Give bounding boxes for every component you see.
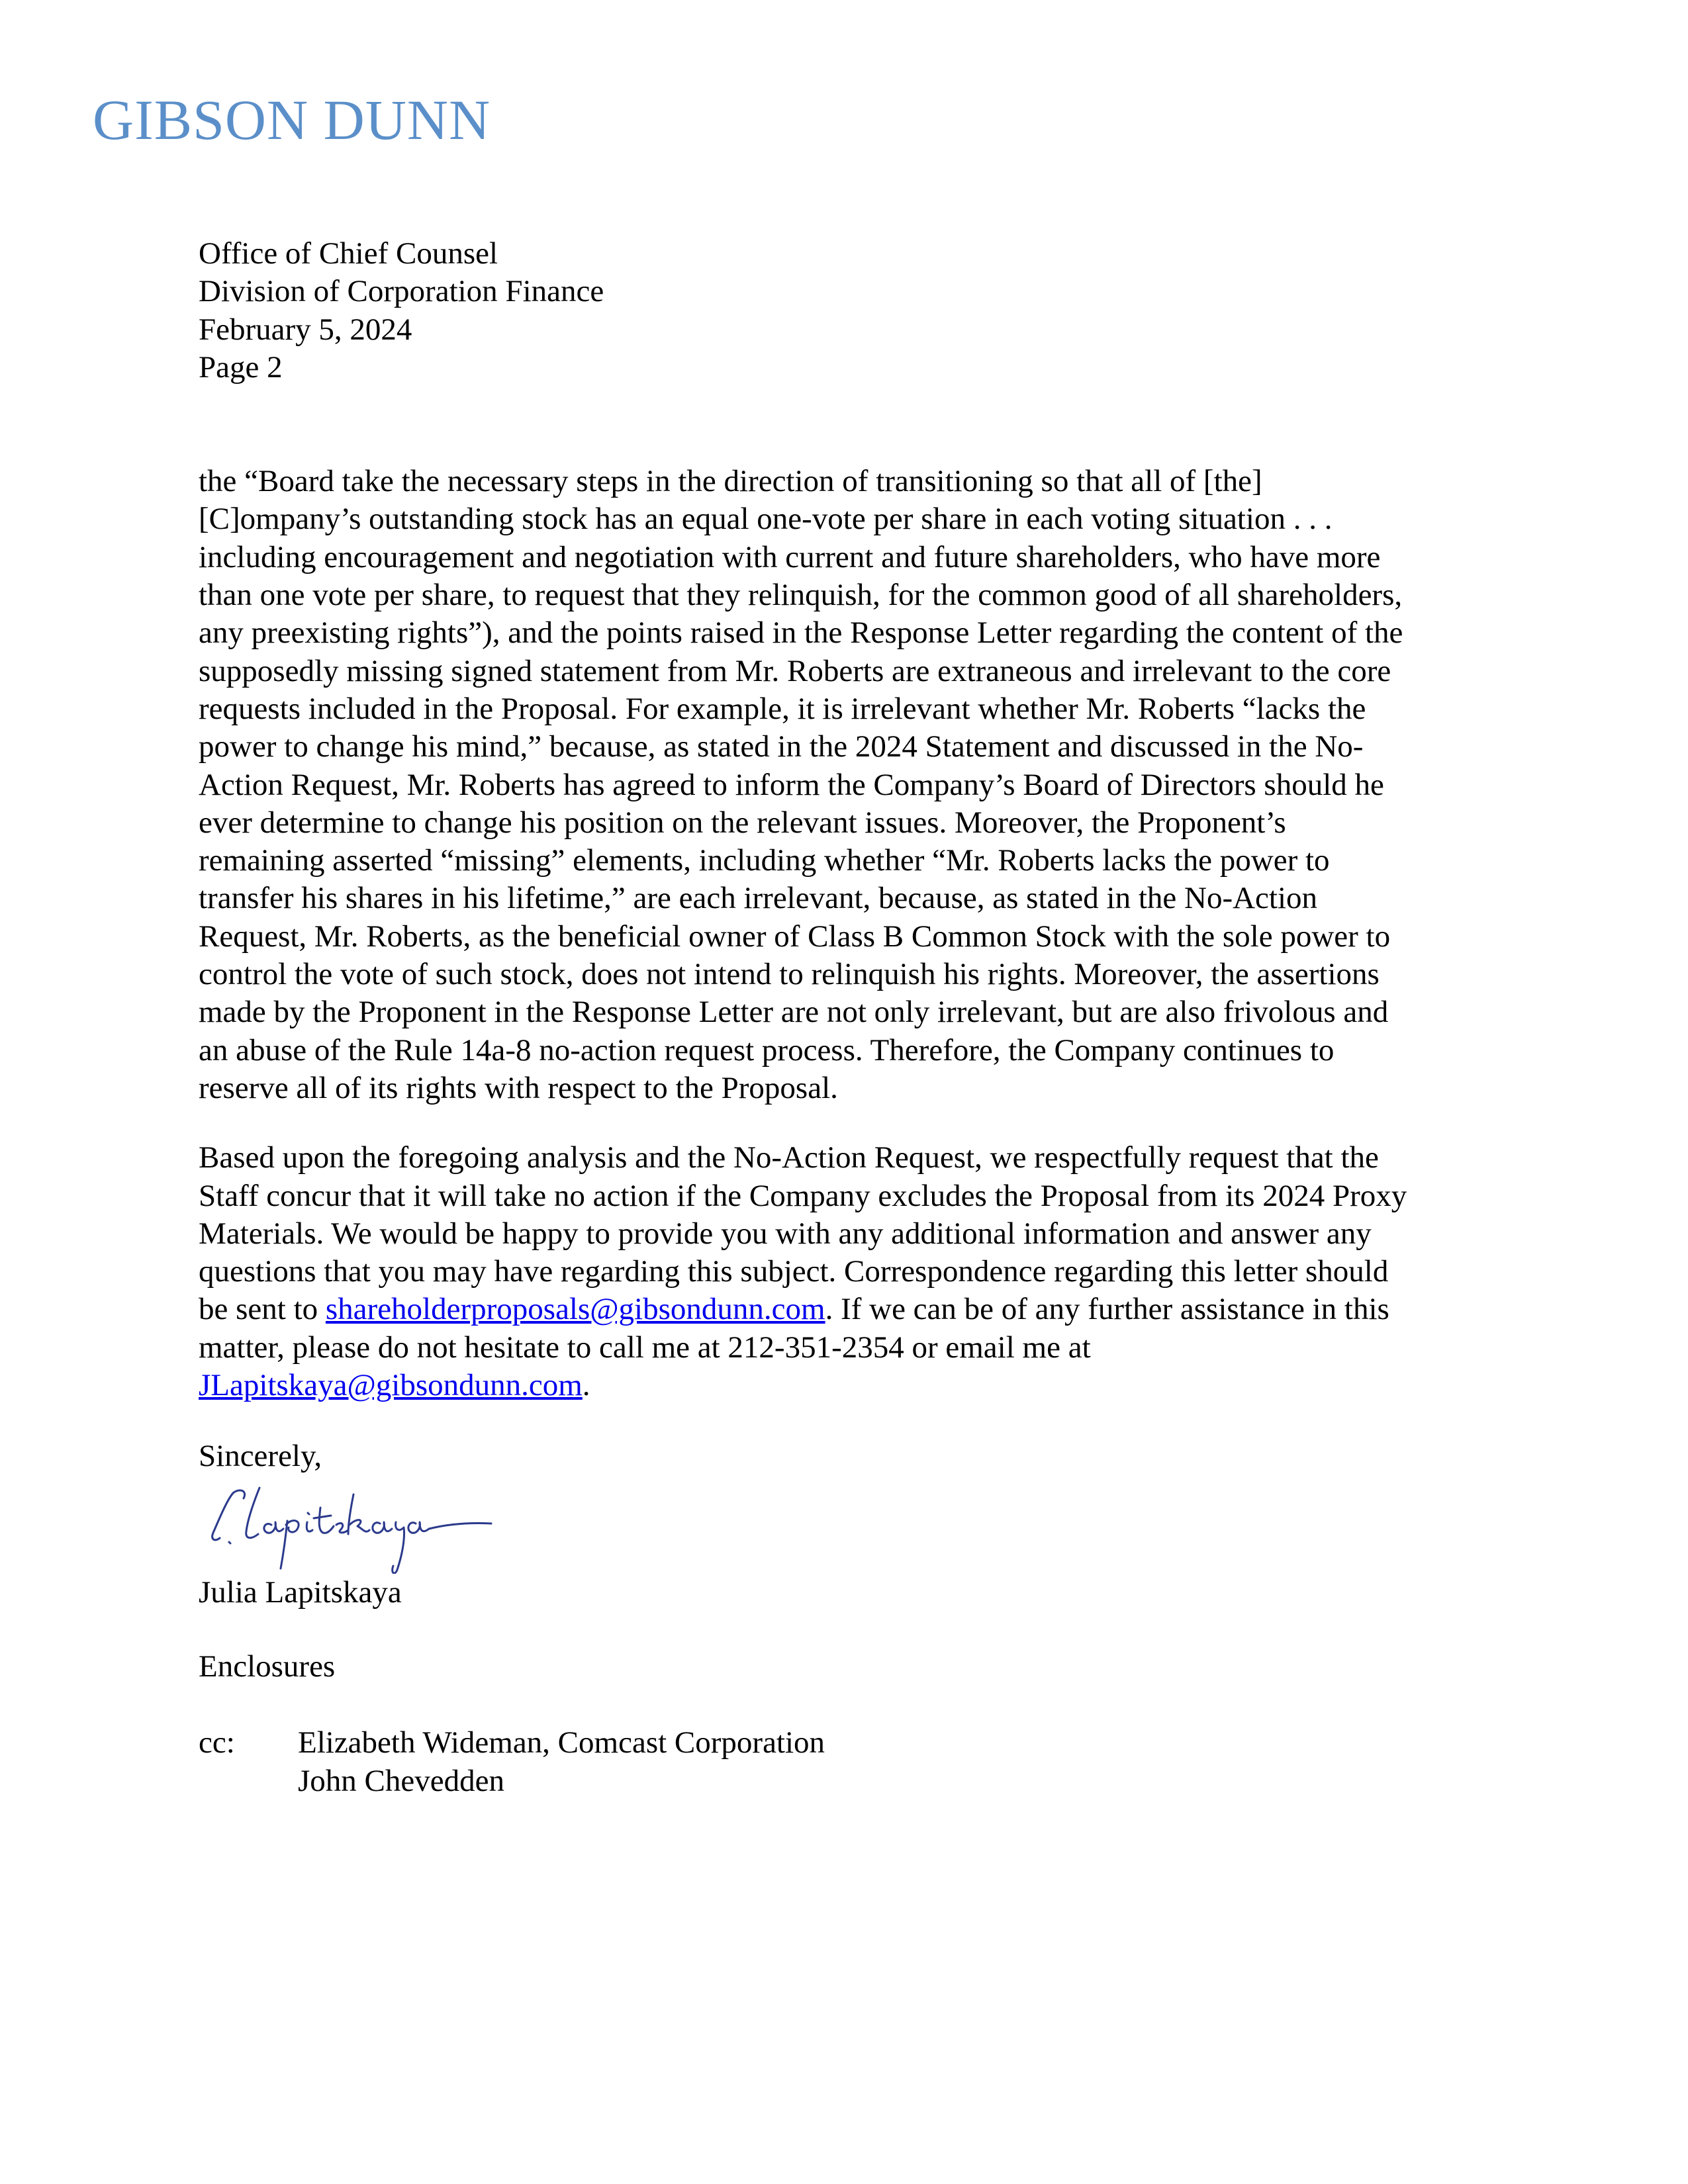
paragraph-line: than one vote per share, to request that they relinquish, for the common good of all shareholders, — [199, 578, 1403, 613]
body-paragraph-2 — [199, 1139, 1496, 1404]
paragraph-line: an abuse of the Rule 14a-8 no-action request process. Therefore, the Company continues to — [199, 1032, 1335, 1068]
line-text: . If we can be of any further assistance in this — [825, 1292, 1389, 1327]
header-date: February 5, 2024 — [199, 312, 412, 347]
paragraph-line: ever determine to change his position on the relevant issues. Moreover, the Proponent’s — [199, 805, 1286, 840]
paragraph-line: Based upon the foregoing analysis and the No-Action Request, we respectfully request that the — [199, 1140, 1379, 1175]
cc-recipient: Elizabeth Wideman, Comcast Corporation — [298, 1725, 825, 1760]
handwritten-signature — [207, 1481, 498, 1574]
paragraph-line: any preexisting rights”), and the points raised in the Response Letter regarding the content of the — [199, 615, 1403, 651]
cc-recipients — [298, 1724, 825, 1800]
header-recipient-division: Division of Corporation Finance — [199, 274, 604, 309]
paragraph-line: including encouragement and negotiation with current and future shareholders, who have more — [199, 539, 1381, 574]
paragraph-line: [C]ompany’s outstanding stock has an equal one-vote per share in each voting situation . . . — [199, 502, 1333, 537]
paragraph-line: requests included in the Proposal. For example, it is irrelevant whether Mr. Roberts “lacks the — [199, 691, 1366, 726]
header-page-number: Page 2 — [199, 349, 283, 385]
paragraph-line: Staff concur that it will take no action if the Company excludes the Proposal from its 2024 Proxy — [199, 1178, 1407, 1213]
paragraph-line: Materials. We would be happy to provide you with any additional information and answer any — [199, 1216, 1372, 1251]
paragraph-line — [199, 1291, 1496, 1328]
letter-header — [199, 235, 1496, 387]
line-text: . — [582, 1368, 590, 1403]
body-paragraph-1 — [199, 463, 1496, 1107]
cc-label: cc: — [199, 1725, 235, 1760]
signer-name: Julia Lapitskaya — [199, 1574, 402, 1610]
paragraph-line: Request, Mr. Roberts, as the beneficial owner of Class B Common Stock with the sole power to — [199, 919, 1391, 954]
line-text: be sent to — [199, 1292, 326, 1327]
author-email-link[interactable]: JLapitskaya@gibsondunn.com — [199, 1368, 583, 1403]
cc-recipient: John Chevedden — [298, 1763, 504, 1798]
paragraph-line: the “Board take the necessary steps in the direction of transitioning so that all of [the] — [199, 464, 1262, 499]
header-recipient-office: Office of Chief Counsel — [199, 236, 498, 271]
closing-salutation: Sincerely, — [199, 1439, 322, 1474]
paragraph-line: power to change his mind,” because, as stated in the 2024 Statement and discussed in the No- — [199, 729, 1364, 764]
paragraph-line: questions that you may have regarding this subject. Correspondence regarding this letter should — [199, 1254, 1389, 1289]
cc-block — [199, 1724, 1496, 1800]
paragraph-line: Action Request, Mr. Roberts has agreed to inform the Company’s Board of Directors should he — [199, 767, 1384, 802]
paragraph-line: supposedly missing signed statement from Mr. Roberts are extraneous and irrelevant to the core — [199, 653, 1391, 688]
shareholder-proposals-email-link[interactable]: shareholderproposals@gibsondunn.com — [325, 1292, 825, 1327]
paragraph-line: control the vote of such stock, does not intend to relinquish his rights. Moreover, the assertions — [199, 957, 1380, 992]
paragraph-line — [199, 1367, 1496, 1404]
paragraph-line: made by the Proponent in the Response Letter are not only irrelevant, but are also frivolous and — [199, 995, 1389, 1030]
letter-body — [199, 235, 1496, 1800]
paragraph-line: remaining asserted “missing” elements, including whether “Mr. Roberts lacks the power to — [199, 843, 1330, 878]
enclosures-label: Enclosures — [199, 1649, 336, 1684]
paragraph-line: reserve all of its rights with respect to the Proposal. — [199, 1070, 838, 1105]
paragraph-line: transfer his shares in his lifetime,” are each irrelevant, because, as stated in the No-Action — [199, 881, 1318, 916]
firm-logo: GIBSON DUNN — [93, 88, 491, 152]
paragraph-line: matter, please do not hesitate to call me at 212-351-2354 or email me at — [199, 1330, 1091, 1365]
